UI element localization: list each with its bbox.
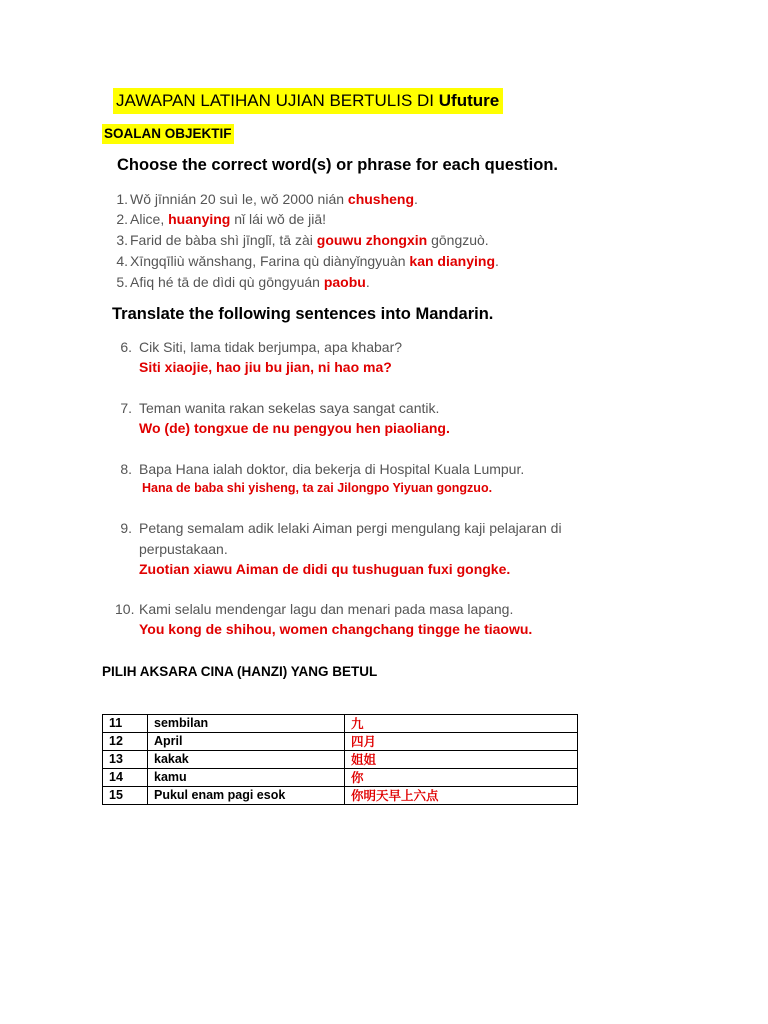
section3-heading: PILIH AKSARA CINA (HANZI) YANG BETUL bbox=[102, 664, 378, 679]
item-answer: You kong de shihou, women changchang tingge he tiaowu. bbox=[139, 621, 533, 637]
row-number: 15 bbox=[103, 787, 148, 805]
list-item bbox=[106, 272, 706, 292]
item-number: 7. bbox=[120, 400, 132, 416]
table-row bbox=[103, 769, 578, 787]
list-item bbox=[106, 251, 706, 271]
section1-heading: Choose the correct word(s) or phrase for each question. bbox=[117, 156, 558, 174]
row-word: kakak bbox=[148, 751, 345, 769]
item-answer: Wo (de) tongxue de nu pengyou hen piaoliang. bbox=[139, 420, 450, 436]
list-item bbox=[106, 599, 726, 619]
item-text: Wǒ jīnnián 20 suì le, wǒ 2000 nián bbox=[130, 191, 348, 207]
list-item bbox=[106, 459, 726, 479]
item-answer: kan dianying bbox=[409, 253, 495, 269]
item-question: Kami selalu mendengar lagu dan menari pada masa lapang. bbox=[139, 601, 514, 617]
item-number: 8. bbox=[120, 461, 132, 477]
item-question-continued: perpustakaan. bbox=[139, 541, 228, 557]
hanzi-table bbox=[102, 714, 578, 805]
item-number: 5. bbox=[116, 274, 128, 290]
subheading: SOALAN OBJEKTIF bbox=[102, 124, 234, 144]
list-item bbox=[106, 518, 726, 538]
title-bold-text: Ufuture bbox=[438, 91, 500, 110]
row-number: 13 bbox=[103, 751, 148, 769]
item-question: Bapa Hana ialah doktor, dia bekerja di Hospital Kuala Lumpur. bbox=[139, 461, 525, 477]
item-number: 1. bbox=[116, 191, 128, 207]
row-number: 12 bbox=[103, 733, 148, 751]
row-word: kamu bbox=[148, 769, 345, 787]
item-number: 9. bbox=[120, 520, 132, 536]
list-item bbox=[106, 189, 706, 209]
item-question: Cik Siti, lama tidak berjumpa, apa khabar? bbox=[139, 339, 403, 355]
row-hanzi: 九 bbox=[345, 715, 578, 733]
list-item bbox=[106, 230, 706, 250]
item-answer: paobu bbox=[323, 274, 366, 290]
list-item bbox=[106, 337, 726, 357]
row-number: 14 bbox=[103, 769, 148, 787]
item-number: 3. bbox=[116, 232, 128, 248]
item-number: 10. bbox=[115, 601, 135, 617]
list-item bbox=[106, 398, 726, 418]
item-text: Afiq hé tā de dìdi qù gōngyuán bbox=[130, 274, 324, 290]
item-answer: huanying bbox=[168, 211, 231, 227]
section2-heading: Translate the following sentences into Mandarin. bbox=[112, 305, 494, 323]
item-text: Farid de bàba shì jīnglǐ, tā zài bbox=[130, 232, 317, 248]
table-row bbox=[103, 751, 578, 769]
table-row bbox=[103, 733, 578, 751]
item-text-after: . bbox=[495, 253, 499, 269]
item-text: Xīngqīliù wǎnshang, Farina qù diànyǐngyuàn bbox=[130, 253, 410, 269]
table-row bbox=[103, 715, 578, 733]
row-word: Pukul enam pagi esok bbox=[148, 787, 345, 805]
item-question: Petang semalam adik lelaki Aiman pergi mengulang kaji pelajaran di bbox=[139, 520, 562, 536]
document-title bbox=[113, 88, 503, 114]
item-number: 4. bbox=[116, 253, 128, 269]
item-answer: Siti xiaojie, hao jiu bu jian, ni hao ma? bbox=[139, 359, 392, 375]
item-text-after: nǐ lái wǒ de jiā! bbox=[230, 211, 327, 227]
item-text-after: . bbox=[365, 274, 370, 290]
item-number: 2. bbox=[116, 211, 128, 227]
item-text-after: gōngzuò. bbox=[427, 232, 489, 248]
row-hanzi: 你明天早上六点 bbox=[345, 787, 578, 805]
row-hanzi: 你 bbox=[345, 769, 578, 787]
list-item bbox=[106, 209, 706, 229]
item-text-after: . bbox=[414, 191, 418, 207]
title-text: JAWAPAN LATIHAN UJIAN BERTULIS DI bbox=[116, 91, 439, 110]
row-word: April bbox=[148, 733, 345, 751]
row-hanzi: 四月 bbox=[345, 733, 578, 751]
item-answer: Hana de baba shi yisheng, ta zai Jilongpo Yiyuan gongzuo. bbox=[142, 481, 493, 495]
item-answer: chusheng bbox=[347, 191, 415, 207]
item-number: 6. bbox=[120, 339, 132, 355]
row-number: 11 bbox=[103, 715, 148, 733]
item-question: Teman wanita rakan sekelas saya sangat cantik. bbox=[139, 400, 440, 416]
item-answer: Zuotian xiawu Aiman de didi qu tushuguan fuxi gongke. bbox=[139, 561, 511, 577]
row-hanzi: 姐姐 bbox=[345, 751, 578, 769]
table-row bbox=[103, 787, 578, 805]
row-word: sembilan bbox=[148, 715, 345, 733]
item-text: Alice, bbox=[130, 211, 169, 227]
item-answer: gouwu zhongxin bbox=[316, 232, 428, 248]
